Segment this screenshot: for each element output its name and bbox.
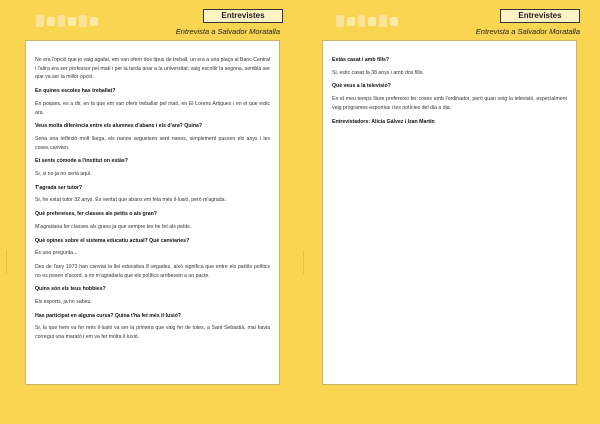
interview-question: Entrevistadors: Alicia Gálvez i Izan Martín: [332, 118, 435, 125]
interview-subtitle-left: Entrevista a Salvador Moratalla: [175, 27, 280, 36]
interview-answer: Seria una reflexió molt llarga, els nanos segueixen sent nanos, simplement passen els anys i les coses canvien.: [35, 135, 270, 151]
interview-question: Què veus a la televisió?: [332, 83, 391, 90]
document-page-right: [322, 40, 577, 385]
interview-answer: Els esports, ja ho sabeu.: [35, 299, 92, 306]
interview-answer: En poques, es a dir, en la que em van oferir treballar pel matí, en El Lorens Artigues i en el que estic ara.: [35, 100, 270, 116]
interview-answer: Si, si no ja no seria aquí.: [35, 171, 92, 178]
interview-answer: En el meu temps lliure prefereixo fer coses amb l'ordinador, però quan veig la televisió, especialment veig programes esportius i les notícies del dia a dia.: [332, 96, 567, 111]
page-content-right: [332, 56, 567, 130]
section-tag-left: Entrevistes: [203, 9, 283, 23]
interview-answer: Des de l'any 1973 han canviat la llei educativa 8 vegades, això significa que entre els partits polítics no es posen d'acord, a mi m'agradaria que els polítics arribessin a un pacte.: [35, 263, 270, 279]
document-page-left: [25, 40, 280, 385]
interview-answer: No era l'opció que jo vaig agafar, em van oferir dos tipus de treball, un era a una plaça al Banc Central i l'altra era ser professor pel matí i per la tarda anar a la universitat; vaig escollir la segona, semblà ser que va ser la millor opció.: [35, 57, 270, 81]
interview-question: Veus molta diferència entre els alumnes d'abans i els d'ara? Quina?: [35, 123, 203, 130]
interview-answer: Si, estic casat fa 38 anys i amb dos fills.: [332, 69, 424, 76]
interview-question: Què opines sobre el sistema educatiu actual? Què canviaries?: [35, 237, 190, 244]
page-edge-mark: [303, 250, 304, 274]
interview-question: Què prefereixes, fer classes als petits o als gran?: [35, 211, 157, 218]
interview-question: Et sents còmode a l'institut on estàs?: [35, 158, 128, 165]
interview-question: T'agrada ser tutor?: [35, 184, 83, 191]
page-edge-mark: [6, 250, 7, 274]
interview-answer: És una pregunta...: [35, 250, 78, 257]
section-tag-right: Entrevistes: [500, 9, 580, 23]
interview-question: En quines escoles has treballat?: [35, 88, 116, 95]
interview-answer: M'agradaria fer classes als grans ja que sempre les he fet als petits.: [35, 223, 192, 230]
interview-question: Estàs casat i amb fills?: [332, 57, 390, 63]
interview-question: Quins són els teus hobbies?: [35, 286, 106, 293]
interview-answer: Si, he estat tutor 32 anys. És veritat que abans em feia més il·lusió, però m'agrada.: [35, 197, 227, 204]
page-content-left: [35, 56, 270, 347]
interview-answer: Si, la que hem va fer més il·lusió va ser la primera que vaig fer de totes, a Sant Sebastià, mai havia corregut una marató i em va fer molta il·lusió.: [35, 325, 270, 341]
interview-question: Has participat en alguna cursa? Quina t'ha fet més il·lusió?: [35, 312, 181, 319]
interview-subtitle-right: Entrevista a Salvador Moratalla: [475, 27, 580, 36]
